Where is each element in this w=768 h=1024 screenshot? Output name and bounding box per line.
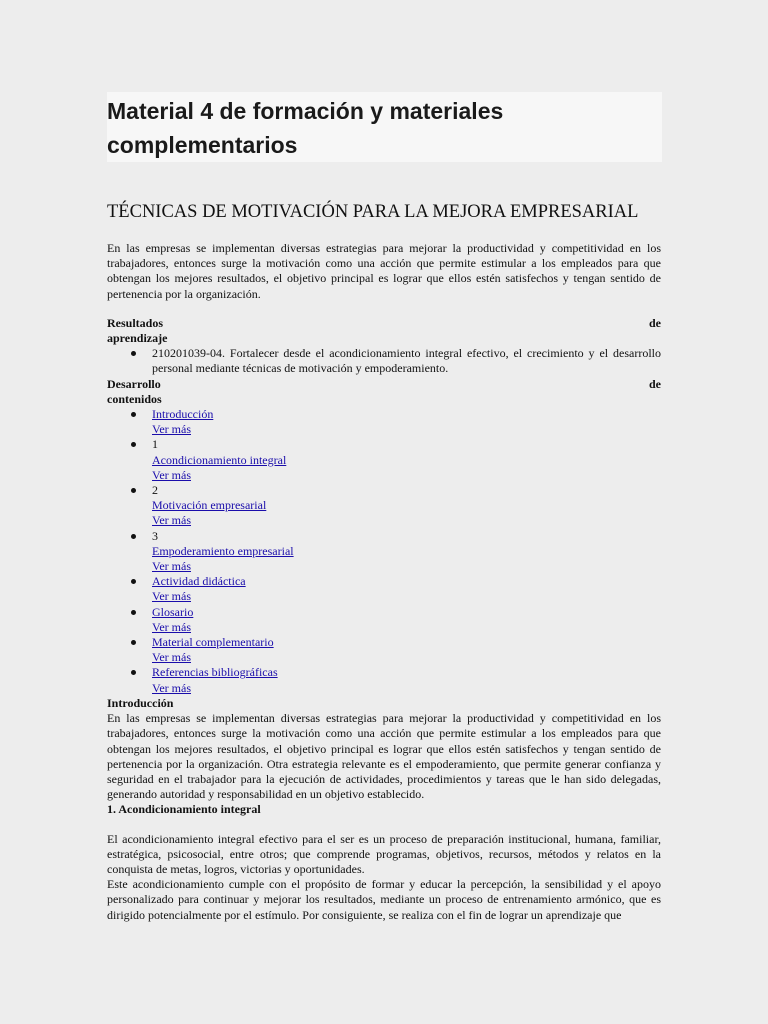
toc-item-referencias: [107, 665, 661, 695]
introduction-text: En las empresas se implementan diversas estrategias para mejorar la productividad y competitividad en los trabajadores, entonces surge la motivación como una acción que permite estimular a los empleados para que obtengan los mejores resultados, el objetivo principal es lograr que ellos estén satisfechos y tengan sentido de pertenencia por la organización. Otra estrategia relevante es el empoderamiento, que permite generar confianza y seguridad en el trabajador para la ejecución de actividades, procedimientos y tareas que le han sido delegadas, generando autoridad y responsabilidad en un objetivo establecido.: [107, 711, 661, 802]
section1-paragraph: Este acondicionamiento cumple con el propósito de formar y educar la percepción, la sensibilidad y el apoyo personalizado para continuar y mejorar los resultados, mediante un proceso de entrenamiento armónico, que es dirigido potencialmente por el estímulo. Por consiguiente, se realiza con el fin de lograr un aprendizaje que: [107, 877, 661, 922]
development-label-line2: contenidos: [107, 391, 162, 406]
introduction-heading: Introducción: [107, 695, 174, 710]
ver-mas-link[interactable]: Ver más: [152, 650, 191, 665]
intro-paragraph: En las empresas se implementan diversas estrategias para mejorar la productividad y competitividad en los trabajadores, entonces surge la motivación como una acción que permite estimular a los empleados para que obtengan los mejores resultados, el objetivo principal es lograr que ellos estén satisfechos y tengan sentido de pertenencia por la organización.: [107, 241, 661, 301]
document-content: [107, 241, 661, 923]
toc-item-glosario: [107, 605, 661, 635]
ver-mas-link[interactable]: Ver más: [152, 619, 191, 634]
ver-mas-link[interactable]: Ver más: [152, 589, 191, 604]
toc-link[interactable]: Glosario: [152, 604, 194, 619]
ver-mas-link[interactable]: Ver más: [152, 513, 191, 528]
toc-number: 3: [152, 528, 158, 543]
results-label: Resultados de: [107, 315, 661, 330]
toc-link[interactable]: Acondicionamiento integral: [152, 452, 287, 467]
toc-link[interactable]: Actividad didáctica: [152, 574, 246, 589]
toc-link[interactable]: Referencias bibliográficas: [152, 665, 278, 680]
toc-item-actividad: [107, 574, 661, 604]
toc-link[interactable]: Material complementario: [152, 635, 274, 650]
development-label: Desarrollo de: [107, 376, 661, 391]
results-list: [107, 346, 661, 376]
results-label-line2: aprendizaje: [107, 331, 168, 346]
list-item: 210201039-04. Fortalecer desde el acondicionamiento integral efectivo, el crecimiento y el desarrollo personal mediante técnicas de motivación y empoderamiento.: [107, 346, 661, 376]
toc-link[interactable]: Introducción: [152, 407, 214, 422]
toc-item-empoderamiento: [107, 529, 661, 575]
table-of-contents: [107, 407, 661, 696]
ver-mas-link[interactable]: Ver más: [152, 680, 191, 695]
toc-number: 2: [152, 483, 158, 498]
toc-number: 1: [152, 437, 158, 452]
section1-paragraph: El acondicionamiento integral efectivo para el ser es un proceso de preparación institucional, humana, familiar, estratégica, psicosocial, entre otros; que comprende programas, objetivos, recursos, métodos y relatos en la conquista de metas, logros, victorias y oportunidades.: [107, 831, 661, 876]
ver-mas-link[interactable]: Ver más: [152, 422, 191, 437]
toc-link[interactable]: Motivación empresarial: [152, 498, 267, 513]
toc-item-introduccion: [107, 407, 661, 437]
toc-item-motivacion: [107, 483, 661, 529]
toc-item-acondicionamiento: [107, 437, 661, 483]
section1-heading: 1. Acondicionamiento integral: [107, 802, 261, 817]
page-title: Material 4 de formación y materiales complementarios: [107, 98, 504, 158]
ver-mas-link[interactable]: Ver más: [152, 467, 191, 482]
document-subtitle: TÉCNICAS DE MOTIVACIÓN PARA LA MEJORA EMPRESARIAL: [107, 202, 639, 222]
toc-link[interactable]: Empoderamiento empresarial: [152, 543, 294, 558]
ver-mas-link[interactable]: Ver más: [152, 559, 191, 574]
toc-item-material: [107, 635, 661, 665]
